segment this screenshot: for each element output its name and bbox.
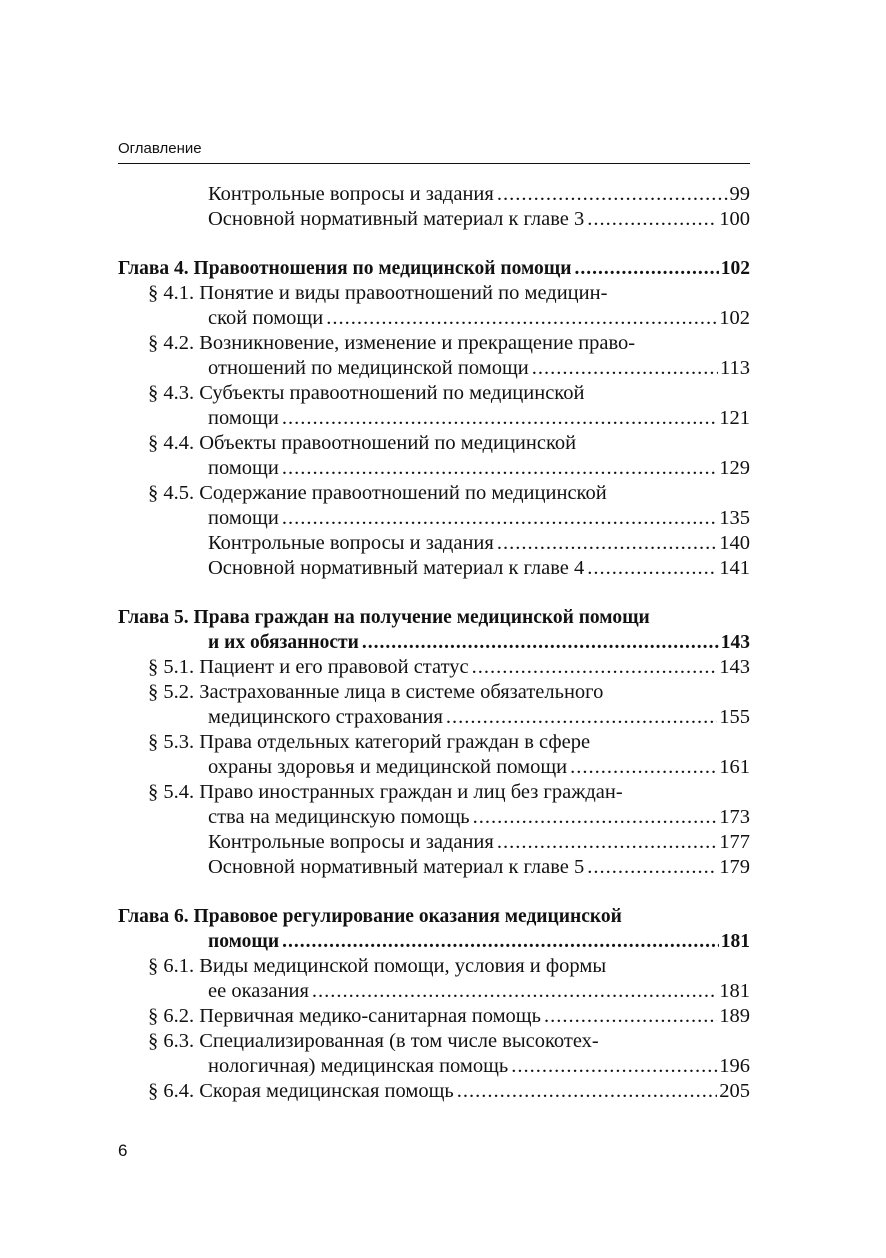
section-title: § 6.2. Первичная медико-санитарная помощь — [148, 1005, 541, 1027]
toc-section-4-4 — [118, 431, 750, 456]
section-title: § 6.4. Скорая медицинская помощь — [148, 1080, 454, 1102]
toc-section-6-4 — [118, 1079, 750, 1104]
toc-entry-ch5-questions — [118, 830, 750, 855]
toc-page-number: 140 — [719, 532, 750, 554]
toc-chapter-5 — [118, 605, 750, 630]
section-title-line2: отношений по медицинской помощи — [208, 357, 529, 379]
dot-leader — [574, 256, 718, 281]
section-title: § 5.1. Пациент и его правовой статус — [148, 656, 469, 678]
toc-section-4-4-cont — [118, 456, 750, 481]
toc-section-4-3 — [118, 381, 750, 406]
running-header: Оглавление — [118, 140, 202, 157]
section-title-line2: медицинского страхования — [208, 706, 443, 728]
toc-page-number: 121 — [719, 407, 750, 429]
dot-leader — [472, 655, 718, 680]
toc-section-6-3 — [118, 1029, 750, 1054]
section-title-line2: помощи — [208, 407, 279, 429]
toc-page-number: 99 — [729, 183, 750, 205]
toc-entry-ch4-questions — [118, 531, 750, 556]
section-title-line2: ее оказания — [208, 980, 309, 1002]
dot-leader — [362, 630, 719, 655]
toc-page-number: 173 — [719, 806, 750, 828]
toc-section-5-3 — [118, 730, 750, 755]
table-of-contents — [118, 182, 750, 1104]
toc-section-6-1-cont — [118, 979, 750, 1004]
toc-section-4-2 — [118, 331, 750, 356]
section-title-line2: помощи — [208, 457, 279, 479]
dot-leader — [544, 1004, 717, 1029]
toc-chapter-6-cont — [118, 929, 750, 954]
toc-entry-ch5-material — [118, 855, 750, 880]
toc-page-number: 129 — [719, 457, 750, 479]
toc-section-4-1-cont — [118, 306, 750, 331]
section-title-line2: ства на медицинскую помощь — [208, 806, 470, 828]
section-title-line1: § 5.3. Права отдельных категорий граждан в сфере — [148, 731, 591, 753]
toc-chapter-5-cont — [118, 630, 750, 655]
toc-entry-text: Основной нормативный материал к главе 4 — [208, 557, 585, 579]
toc-section-5-2-cont — [118, 705, 750, 730]
toc-page-number: 179 — [719, 856, 750, 878]
toc-section-4-5-cont — [118, 506, 750, 531]
dot-leader — [587, 207, 717, 232]
toc-section-6-2 — [118, 1004, 750, 1029]
chapter-title: Глава 4. Правоотношения по медицинской помощи — [118, 258, 572, 279]
toc-page-number: 177 — [719, 831, 750, 853]
dot-leader — [282, 406, 717, 431]
toc-section-4-3-cont — [118, 406, 750, 431]
section-title-line2: ской помощи — [208, 307, 324, 329]
section-title-line1: § 5.2. Застрахованные лица в системе обязательного — [148, 681, 604, 703]
toc-page-number: 102 — [720, 258, 750, 279]
toc-page-number: 102 — [719, 307, 750, 329]
toc-entry-text: Основной нормативный материал к главе 5 — [208, 856, 585, 878]
toc-entry-ch4-material — [118, 556, 750, 581]
toc-page-number: 155 — [719, 706, 750, 728]
section-title-line1: § 4.5. Содержание правоотношений по медицинской — [148, 482, 607, 504]
chapter-title-line1: Глава 6. Правовое регулирование оказания медицинской — [118, 906, 622, 927]
section-title-line1: § 4.2. Возникновение, изменение и прекращение право- — [148, 332, 636, 354]
dot-leader — [312, 979, 717, 1004]
toc-section-4-5 — [118, 481, 750, 506]
toc-page-number: 196 — [719, 1055, 750, 1077]
toc-page-number: 181 — [719, 980, 750, 1002]
toc-entry-text: Основной нормативный материал к главе 3 — [208, 208, 585, 230]
section-title-line2: охраны здоровья и медицинской помощи — [208, 756, 568, 778]
toc-entry-text: Контрольные вопросы и задания — [208, 183, 494, 205]
section-title-line1: § 5.4. Право иностранных граждан и лиц без граждан- — [148, 781, 623, 803]
section-title-line1: § 6.3. Специализированная (в том числе высокотех- — [148, 1030, 599, 1052]
toc-page-number: 143 — [719, 656, 750, 678]
dot-leader — [511, 1054, 717, 1079]
dot-leader — [473, 805, 718, 830]
toc-page-number: 143 — [720, 632, 750, 653]
toc-entry-ch3-questions — [118, 182, 750, 207]
toc-section-5-2 — [118, 680, 750, 705]
section-title-line1: § 4.3. Субъекты правоотношений по медицинской — [148, 382, 585, 404]
toc-entry-text: Контрольные вопросы и задания — [208, 532, 494, 554]
toc-section-4-2-cont — [118, 356, 750, 381]
dot-leader — [587, 556, 717, 581]
toc-section-5-4-cont — [118, 805, 750, 830]
toc-page-number: 141 — [719, 557, 750, 579]
dot-leader — [532, 356, 718, 381]
dot-leader — [497, 830, 717, 855]
section-title-line1: § 4.4. Объекты правоотношений по медицинской — [148, 432, 577, 454]
toc-section-5-4 — [118, 780, 750, 805]
dot-leader — [282, 929, 719, 954]
toc-page-number: 205 — [719, 1080, 750, 1102]
section-title-line2: помощи — [208, 507, 279, 529]
toc-section-6-1 — [118, 954, 750, 979]
toc-chapter-4 — [118, 256, 750, 281]
toc-chapter-6 — [118, 904, 750, 929]
toc-section-5-3-cont — [118, 755, 750, 780]
toc-entry-text: Контрольные вопросы и задания — [208, 831, 494, 853]
dot-leader — [497, 531, 717, 556]
chapter-title-line2: помощи — [208, 931, 280, 952]
dot-leader — [446, 705, 717, 730]
section-title-line2: нологичная) медицинская помощь — [208, 1055, 509, 1077]
header-rule — [118, 163, 750, 164]
dot-leader — [282, 456, 717, 481]
toc-section-6-3-cont — [118, 1054, 750, 1079]
chapter-title-line2: и их обязанности — [208, 632, 359, 653]
section-title-line1: § 6.1. Виды медицинской помощи, условия и формы — [148, 955, 607, 977]
section-title-line1: § 4.1. Понятие и виды правоотношений по медицин- — [148, 282, 608, 304]
chapter-title-line1: Глава 5. Права граждан на получение медицинской помощи — [118, 607, 650, 628]
toc-entry-ch3-material — [118, 207, 750, 232]
dot-leader — [282, 506, 717, 531]
dot-leader — [497, 182, 728, 207]
dot-leader — [457, 1079, 718, 1104]
dot-leader — [326, 306, 717, 331]
dot-leader — [587, 855, 717, 880]
page-number: 6 — [118, 1141, 128, 1160]
toc-section-4-1 — [118, 281, 750, 306]
toc-page-number: 100 — [719, 208, 750, 230]
toc-page-number: 161 — [719, 756, 750, 778]
dot-leader — [570, 755, 717, 780]
toc-page-number: 189 — [719, 1005, 750, 1027]
toc-page-number: 113 — [720, 357, 750, 379]
toc-section-5-1 — [118, 655, 750, 680]
toc-page-number: 135 — [719, 507, 750, 529]
toc-page-number: 181 — [720, 931, 750, 952]
